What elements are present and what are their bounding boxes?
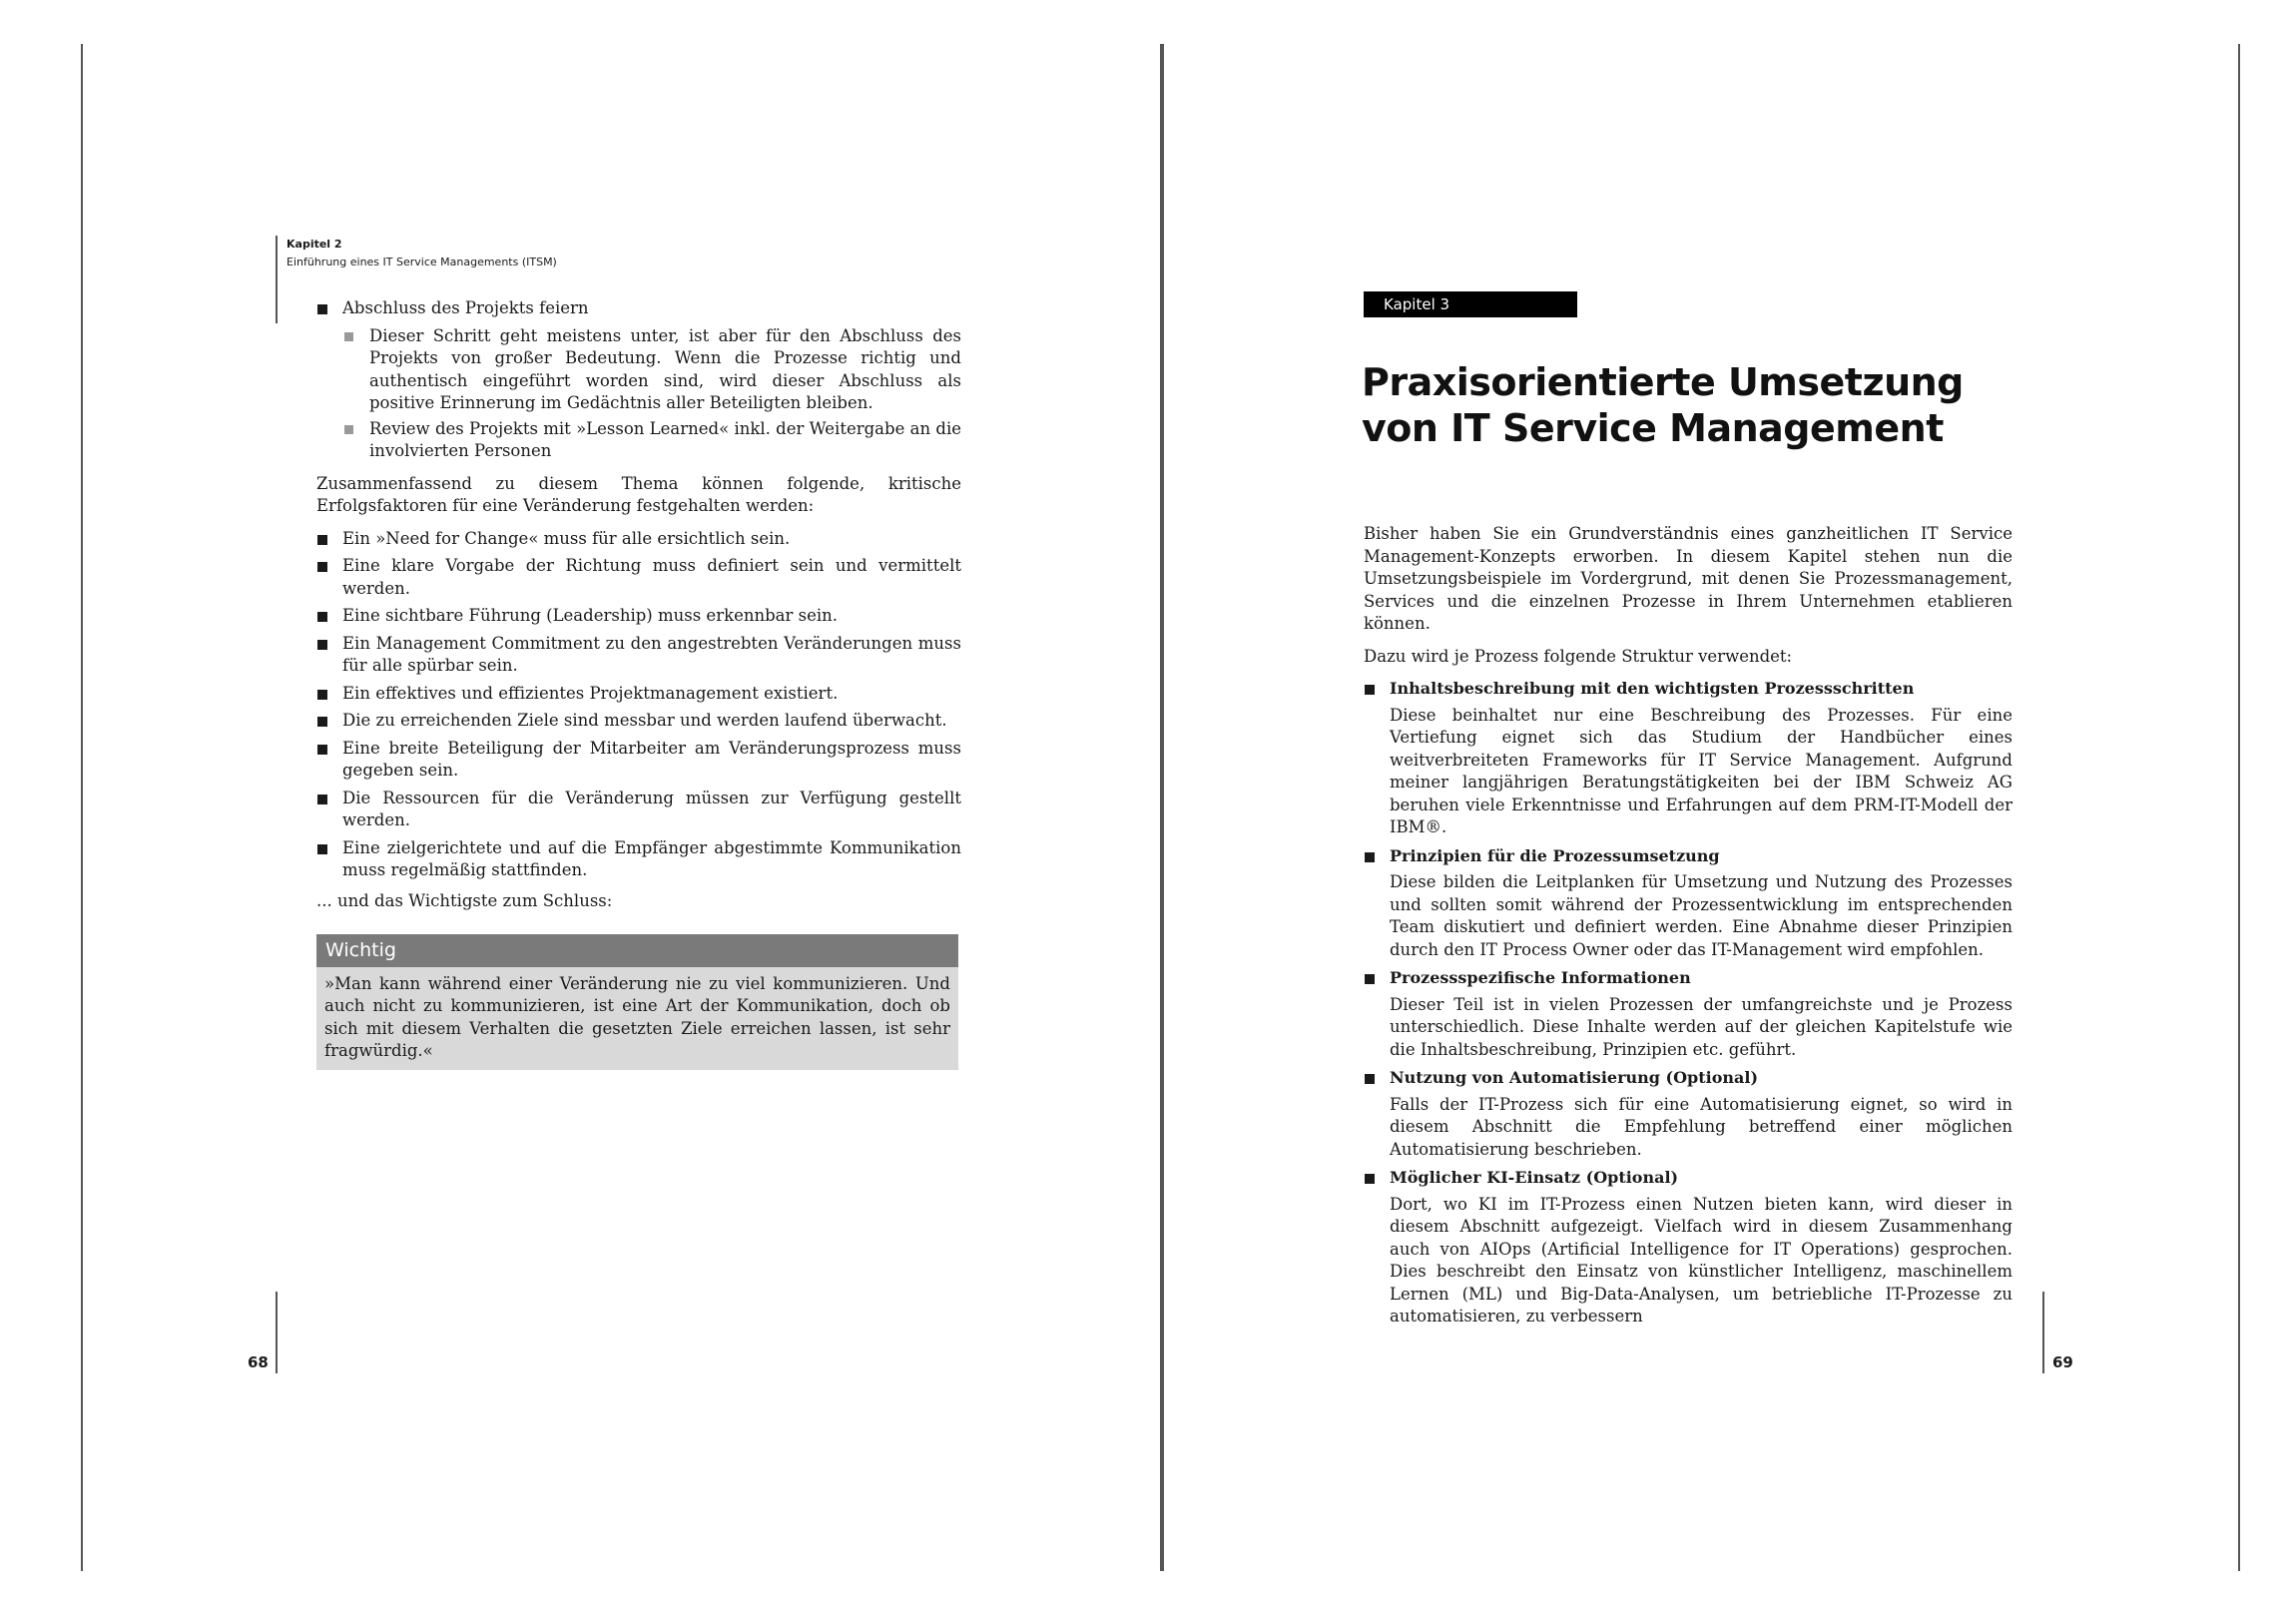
list-item: Ein »Need for Change« muss für alle ersichtlich sein. — [316, 528, 961, 551]
item-text: Dort, wo KI im IT-Prozess einen Nutzen bieten kann, wird dieser in diesem Abschnitt aufgezeigt. Vielfach wird in diesem Zusammenhang auch von AIOps (Artificial Intelligence for IT Operations) gesprochen. Dies beschreibt den Einsatz von künstlicher Intelligenz, maschinellem Lernen (ML) und Big-Data-Analysen, um betriebliche IT-Prozesse zu automatisieren, zu verbessern — [1390, 1194, 2012, 1326]
left-page-body — [316, 297, 961, 1070]
running-head-chapter: Kapitel 2 — [287, 238, 342, 251]
list-item: Eine zielgerichtete und auf die Empfänger abgestimmte Kommunikation muss regelmäßig stattfinden. — [316, 837, 961, 882]
list-item: Eine breite Beteiligung der Mitarbeiter am Veränderungsprozess muss gegeben sein. — [316, 738, 961, 783]
sub-bullet-text: Review des Projekts mit »Lesson Learned« inkl. der Weitergabe an die involvierten Personen — [369, 418, 961, 460]
list-item: Die zu erreichenden Ziele sind messbar und werden laufend überwacht. — [316, 710, 961, 733]
structure-item — [1364, 967, 2012, 1061]
note-heading: Wichtig — [316, 934, 958, 967]
structure-item — [1364, 845, 2012, 962]
item-text: Falls der IT-Prozess sich für eine Automatisierung eignet, so wird in diesem Abschnitt die Empfehlung betreffend einer möglichen Automatisierung beschrieben. — [1390, 1094, 2012, 1159]
bullet-text: Abschluss des Projekts feiern — [342, 298, 589, 317]
item-text: Diese beinhaltet nur eine Beschreibung des Prozesses. Für eine Vertiefung eignet sich das Studium der Handbücher eines weitverbreiteten Frameworks für IT Service Management. Aufgrund meiner langjährigen Beratungstätigkeiten bei der IBM Schweiz AG beruhen viele Erkenntnisse und Erfahrungen auf dem PRM-IT-Modell der IBM®. — [1390, 705, 2012, 836]
running-head — [287, 236, 557, 271]
item-text: Dieser Teil ist in vielen Prozessen der umfangreichste und je Prozess unterschiedlich. Diese Inhalte werden auf der gleichen Kapitelstufe wie die Inhaltsbeschreibung, Prinzipien etc. geführt. — [1390, 994, 2012, 1059]
right-page-body — [1364, 523, 2012, 1334]
item-text: Diese bilden die Leitplanken für Umsetzung und Nutzung des Prozesses und sollten somit während der Prozessentwicklung im entsprechenden Team diskutiert und definiert werden. Eine Abnahme dieser Prinzipien durch den IT Process Owner oder das IT-Management wird empfohlen. — [1390, 872, 2012, 959]
sub-list-item — [343, 418, 961, 463]
structure-item — [1364, 1067, 2012, 1161]
page-number-right: 69 — [2052, 1353, 2073, 1371]
note-text: »Man kann während einer Veränderung nie zu viel kommunizieren. Und auch nicht zu kommunizieren, ist eine Art der Kommunikation, doch ob sich mit diesem Verhalten die gesetzten Ziele erreichen lassen, ist sehr fragwürdig.« — [316, 967, 958, 1070]
chapter-tag: Kapitel 3 — [1364, 291, 1577, 317]
right-folio-rule — [2042, 1292, 2044, 1373]
sub-bullet-text: Dieser Schritt geht meistens unter, ist aber für den Abschluss des Projekts von großer Bedeutung. Wenn die Prozesse richtig und authentisch eingeführt worden sind, wird dieser Abschluss als positive Erinnerung im Gedächtnis aller Beteiligten bleiben. — [369, 325, 961, 412]
chapter-title — [1362, 359, 2060, 451]
chapter-title-line-2: von IT Service Management — [1362, 406, 1944, 450]
list-item: Eine klare Vorgabe der Richtung muss definiert sein und vermittelt werden. — [316, 555, 961, 600]
structure-lead: Dazu wird je Prozess folgende Struktur verwendet: — [1364, 646, 1793, 666]
left-folio-rule — [276, 1292, 278, 1373]
right-outer-edge — [2238, 44, 2240, 1571]
important-note-box — [316, 934, 958, 1070]
list-item: Ein effektives und effizientes Projektmanagement existiert. — [316, 683, 961, 706]
list-item: Ein Management Commitment zu den angestrebten Veränderungen muss für alle spürbar sein. — [316, 633, 961, 678]
list-item: Die Ressourcen für die Veränderung müssen zur Verfügung gestellt werden. — [316, 788, 961, 832]
page-number-left: 68 — [248, 1353, 269, 1371]
summary-paragraph: Zusammenfassend zu diesem Thema können folgende, kritische Erfolgsfaktoren für eine Veränderung festgehalten werden: — [316, 473, 961, 515]
running-head-title: Einführung eines IT Service Managements (ITSM) — [287, 256, 557, 268]
left-outer-edge — [81, 44, 83, 1571]
item-term: Prinzipien für die Prozessumsetzung — [1364, 845, 2012, 868]
intro-paragraph: Bisher haben Sie ein Grundverständnis eines ganzheitlichen IT Service Management-Konzepts erworben. In diesem Kapitel stehen nun die Umsetzungsbeispiele im Vordergrund, mit denen Sie Prozessmanagement, Services und die einzelnen Prozesse in Ihrem Unternehmen etablieren können. — [1364, 524, 2012, 633]
closing-line: ... und das Wichtigste zum Schluss: — [316, 890, 613, 910]
spine-divider — [1160, 44, 1164, 1571]
structure-item — [1364, 678, 2012, 839]
list-item — [316, 297, 961, 320]
success-factor-list — [316, 528, 961, 882]
structure-list — [1364, 678, 2012, 1329]
list-item: Eine sichtbare Führung (Leadership) muss erkennbar sein. — [316, 605, 961, 628]
item-term: Inhaltsbeschreibung mit den wichtigsten Prozessschritten — [1364, 678, 2012, 701]
item-term: Nutzung von Automatisierung (Optional) — [1364, 1067, 2012, 1090]
item-term: Möglicher KI-Einsatz (Optional) — [1364, 1167, 2012, 1190]
running-head-rule — [276, 236, 278, 323]
structure-item — [1364, 1167, 2012, 1329]
chapter-title-line-1: Praxisorientierte Umsetzung — [1362, 360, 1964, 404]
item-term: Prozessspezifische Informationen — [1364, 967, 2012, 990]
sub-list-item — [343, 325, 961, 415]
